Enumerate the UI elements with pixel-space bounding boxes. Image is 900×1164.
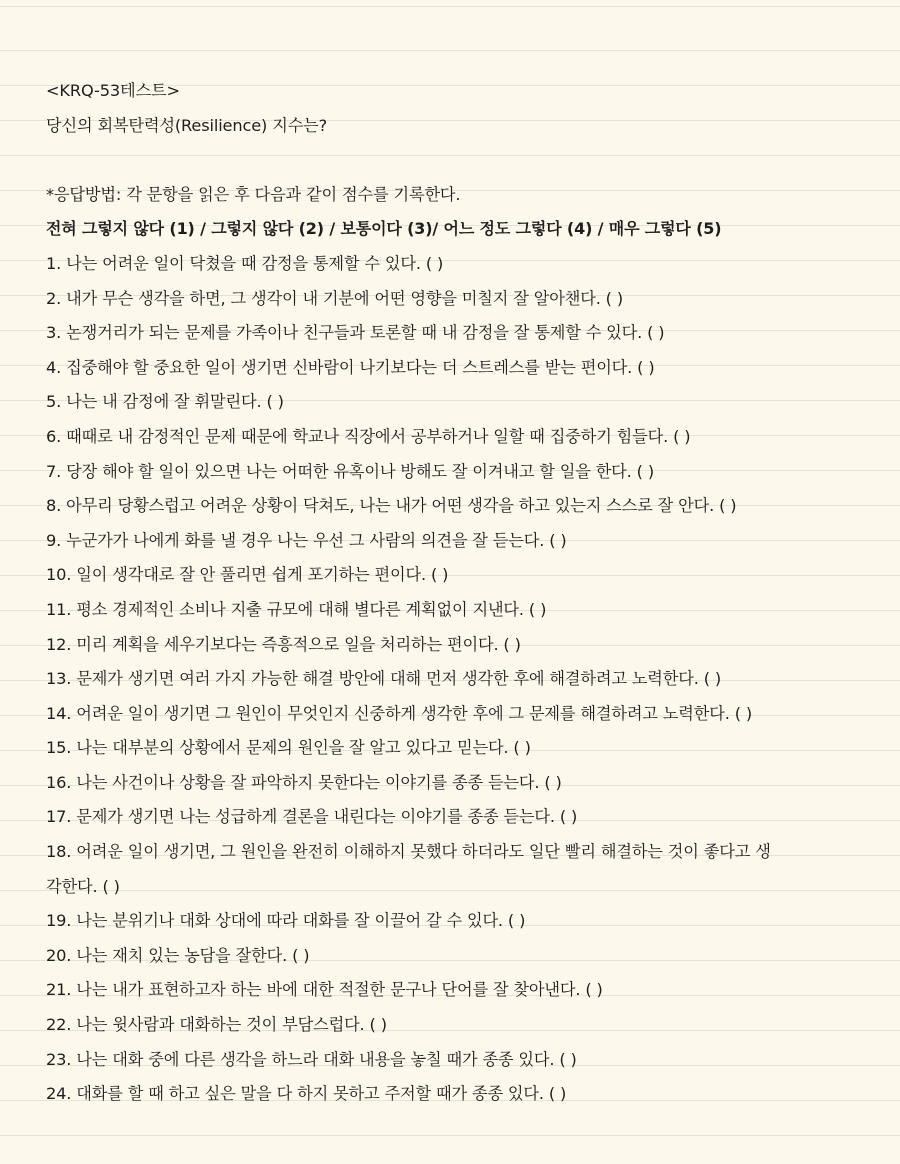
question-item: 3. 논쟁거리가 되는 문제를 가족이나 친구들과 토론할 때 내 감정을 잘 통제할 수 있다. ( ) xyxy=(46,323,665,343)
question-item: 19. 나는 분위기나 대화 상대에 따라 대화를 잘 이끌어 갈 수 있다. ( ) xyxy=(46,911,526,931)
question-item: 4. 집중해야 할 중요한 일이 생기면 신바람이 나기보다는 더 스트레스를 받는 편이다. ( ) xyxy=(46,357,655,377)
document-body xyxy=(46,74,890,1112)
question-item: 16. 나는 사건이나 상황을 잘 파악하지 못한다는 이야기를 종종 듣는다. ( ) xyxy=(46,772,562,792)
question-item: 20. 나는 재치 있는 농담을 잘한다. ( ) xyxy=(46,945,310,965)
question-item: 13. 문제가 생기면 여러 가지 가능한 해결 방안에 대해 먼저 생각한 후에 해결하려고 노력한다. ( ) xyxy=(46,669,722,689)
question-item: 11. 평소 경제적인 소비나 지출 규모에 대해 별다른 계획없이 지낸다. ( ) xyxy=(46,599,547,619)
question-item: 23. 나는 대화 중에 다른 생각을 하느라 대화 내용을 놓칠 때가 종종 있다. ( ) xyxy=(46,1049,577,1069)
rating-scale: 전혀 그렇지 않다 (1) / 그렇지 않다 (2) / 보통이다 (3)/ 어느 정도 그렇다 (4) / 매우 그렇다 (5) xyxy=(46,219,722,239)
question-item: 9. 누군가가 나에게 화를 낼 경우 나는 우선 그 사람의 의견을 잘 듣는다. ( ) xyxy=(46,530,567,550)
response-instruction: *응답방법: 각 문항을 읽은 후 다음과 같이 점수를 기록한다. xyxy=(46,184,461,204)
question-item: 21. 나는 내가 표현하고자 하는 바에 대한 적절한 문구나 단어를 잘 찾아낸다. ( ) xyxy=(46,980,603,1000)
question-item: 7. 당장 해야 할 일이 있으면 나는 어떠한 유혹이나 방해도 잘 이겨내고 할 일을 한다. ( ) xyxy=(46,461,654,481)
question-item: 17. 문제가 생기면 나는 성급하게 결론을 내린다는 이야기를 종종 듣는다. ( ) xyxy=(46,807,578,827)
test-subtitle: 당신의 회복탄력성(Resilience) 지수는? xyxy=(46,115,328,135)
question-item: 24. 대화를 할 때 하고 싶은 말을 다 하지 못하고 주저할 때가 종종 있다. ( ) xyxy=(46,1084,567,1104)
question-item: 6. 때때로 내 감정적인 문제 때문에 학교나 직장에서 공부하거나 일할 때 집중하기 힘들다. ( ) xyxy=(46,426,691,446)
question-item: 14. 어려운 일이 생기면 그 원인이 무엇인지 신중하게 생각한 후에 그 문제를 해결하려고 노력한다. ( ) xyxy=(46,703,753,723)
question-item: 22. 나는 윗사람과 대화하는 것이 부담스럽다. ( ) xyxy=(46,1015,387,1035)
question-item: 5. 나는 내 감정에 잘 휘말린다. ( ) xyxy=(46,392,284,412)
question-item: 12. 미리 계획을 세우기보다는 즉흥적으로 일을 처리하는 편이다. ( ) xyxy=(46,634,521,654)
question-item-continuation: 각한다. ( ) xyxy=(46,876,120,896)
question-item: 8. 아무리 당황스럽고 어려운 상황이 닥쳐도, 나는 내가 어떤 생각을 하고 있는지 스스로 잘 안다. ( ) xyxy=(46,496,737,516)
test-title: <KRQ-53테스트> xyxy=(46,81,180,100)
question-item: 1. 나는 어려운 일이 닥쳤을 때 감정을 통제할 수 있다. ( ) xyxy=(46,253,444,273)
blank-line xyxy=(46,143,890,178)
question-item: 2. 내가 무슨 생각을 하면, 그 생각이 내 기분에 어떤 영향을 미칠지 잘 알아챈다. ( ) xyxy=(46,288,624,308)
question-item: 18. 어려운 일이 생기면, 그 원인을 완전히 이해하지 못했다 하더라도 일단 빨리 해결하는 것이 좋다고 생 xyxy=(46,842,771,862)
question-item: 10. 일이 생각대로 잘 안 풀리면 쉽게 포기하는 편이다. ( ) xyxy=(46,565,449,585)
question-item: 15. 나는 대부분의 상황에서 문제의 원인을 잘 알고 있다고 믿는다. ( ) xyxy=(46,738,531,758)
